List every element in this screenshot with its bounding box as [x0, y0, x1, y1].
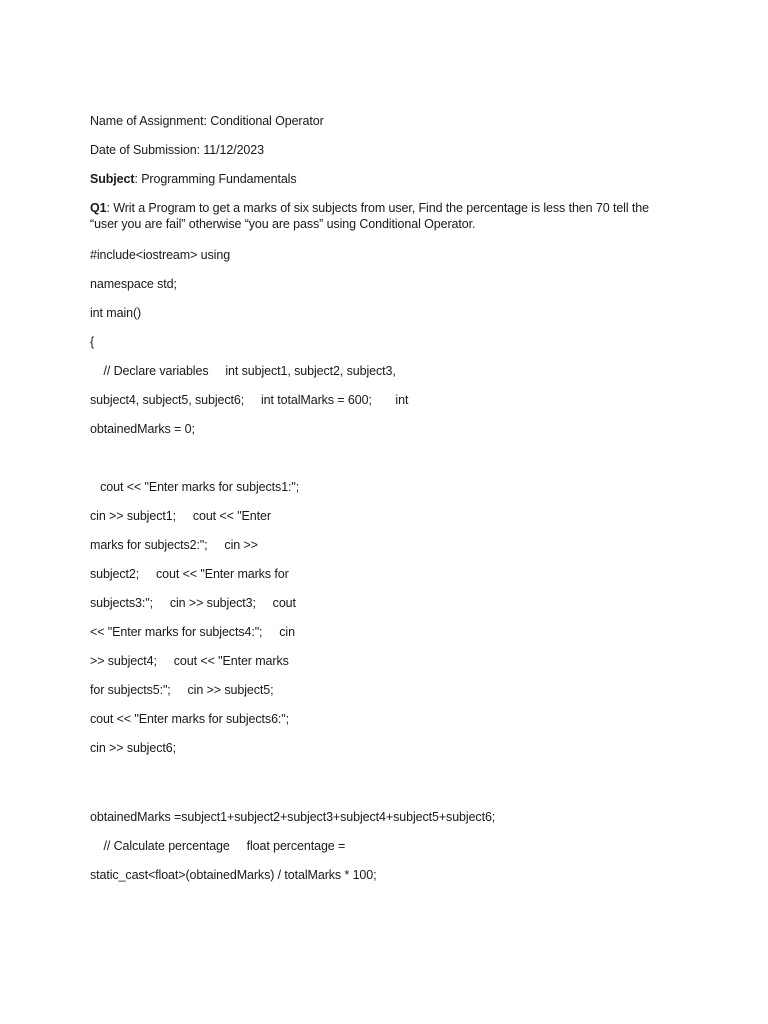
code-line: // Declare variables int subject1, subject2, subject3, — [90, 364, 396, 378]
assignment-name-line — [90, 113, 324, 129]
code-line: << "Enter marks for subjects4:"; cin — [90, 625, 295, 639]
date-label: Date of Submission: — [90, 143, 204, 157]
subject-value: : Programming Fundamentals — [134, 172, 297, 186]
code-line: namespace std; — [90, 277, 177, 291]
code-line: obtainedMarks =subject1+subject2+subject3+subject4+subject5+subject6; — [90, 810, 496, 824]
question-label: Q1 — [90, 201, 107, 215]
date-value: 11/12/2023 — [203, 143, 264, 157]
subject-line — [90, 171, 297, 187]
question-paragraph — [90, 200, 680, 232]
code-line: obtainedMarks = 0; — [90, 422, 195, 436]
code-line: // Calculate percentage float percentage = — [90, 839, 346, 853]
question-text: : Writ a Program to get a marks of six subjects from user, Find the percentage is less then 70 tell the “user you are fail” otherwise “you are pass” using Conditional Operator. — [90, 201, 649, 231]
code-line: #include<iostream> using — [90, 248, 231, 262]
code-line: marks for subjects2:"; cin >> — [90, 538, 258, 552]
code-line: subject2; cout << "Enter marks for — [90, 567, 289, 581]
code-line: { — [90, 335, 95, 349]
code-line: static_cast<float>(obtainedMarks) / totalMarks * 100; — [90, 868, 377, 882]
assignment-label: Name of Assignment: — [90, 114, 211, 128]
code-line: cin >> subject1; cout << "Enter — [90, 509, 271, 523]
code-line: for subjects5:"; cin >> subject5; — [90, 683, 274, 697]
code-line: subject4, subject5, subject6; int totalMarks = 600; int — [90, 393, 409, 407]
code-line: cout << "Enter marks for subjects1:"; — [90, 480, 300, 494]
code-line: >> subject4; cout << "Enter marks — [90, 654, 289, 668]
code-line: cout << "Enter marks for subjects6:"; — [90, 712, 290, 726]
assignment-value: Conditional Operator — [210, 114, 324, 128]
code-line: int main() — [90, 306, 142, 320]
subject-label: Subject — [90, 172, 135, 186]
code-line: cin >> subject6; — [90, 741, 176, 755]
submission-date-line — [90, 142, 264, 158]
code-line: subjects3:"; cin >> subject3; cout — [90, 596, 296, 610]
